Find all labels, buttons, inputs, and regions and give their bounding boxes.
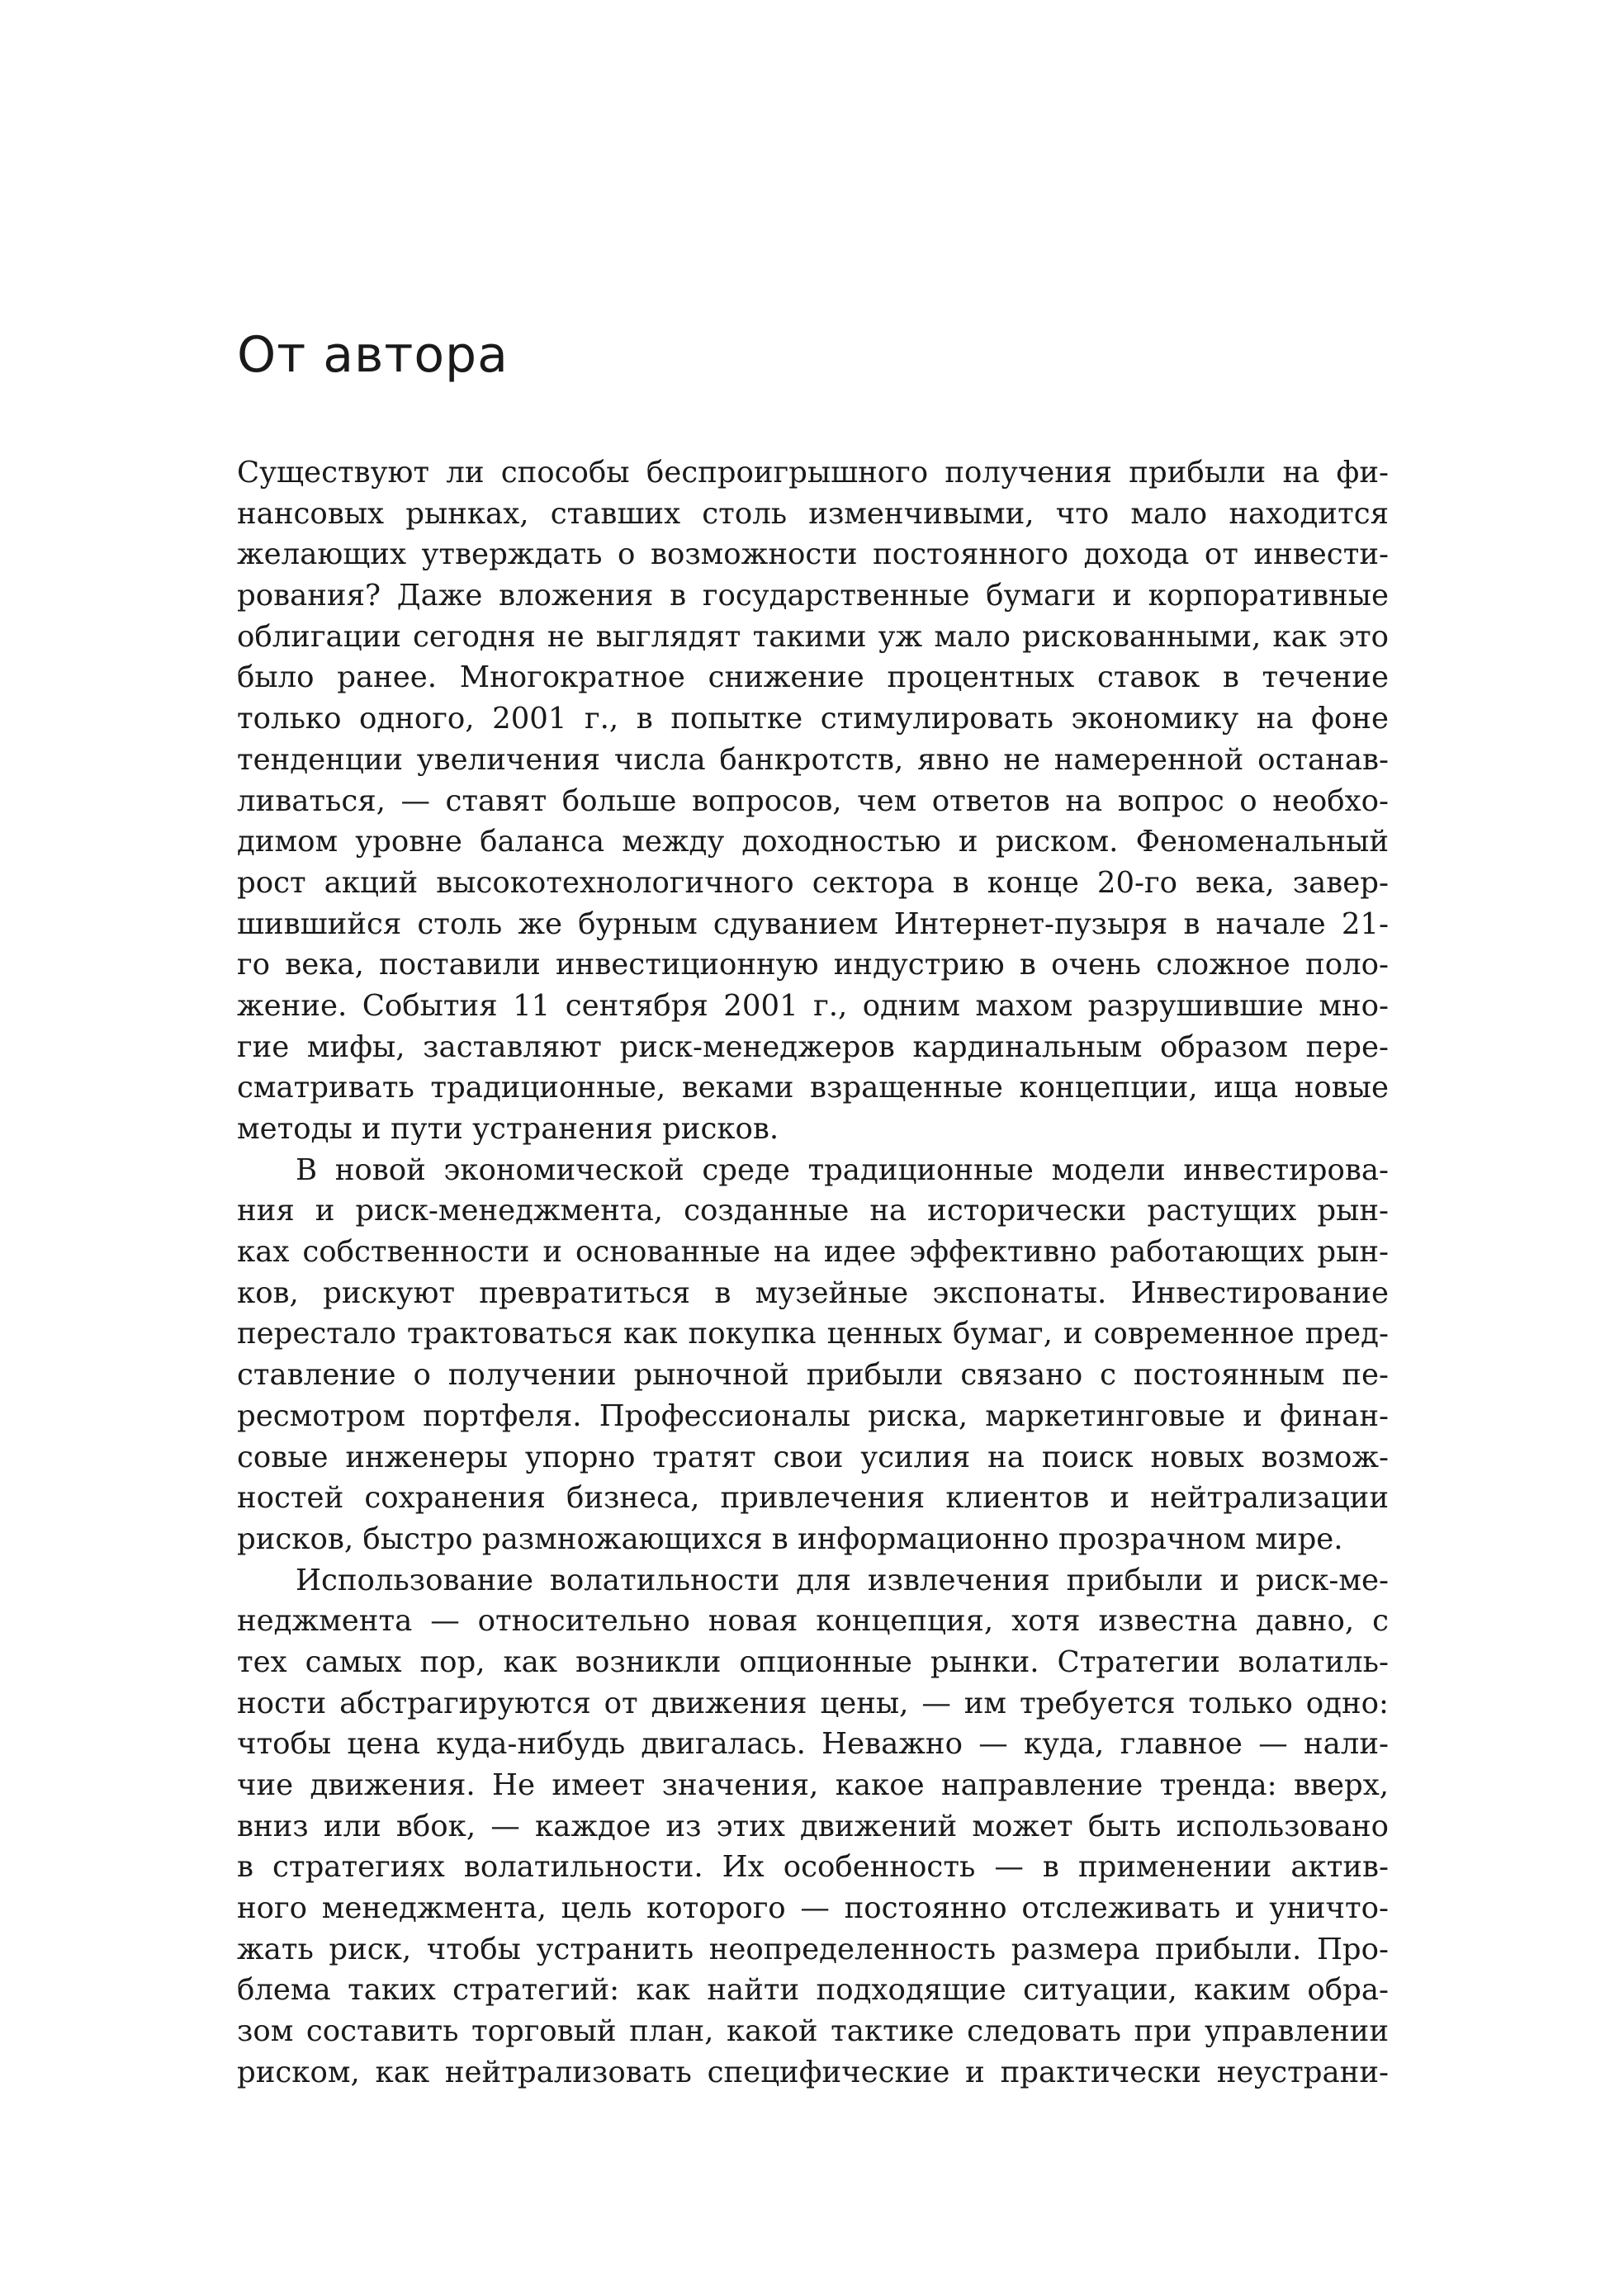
- text-line: сматривать традиционные, веками взращенные концепции, ища новые: [237, 1071, 1389, 1105]
- text-line: методы и пути устранения рисков.: [237, 1112, 779, 1146]
- text-line: чтобы цена куда-нибудь двигалась. Неважно — куда, главное — нали-: [237, 1727, 1389, 1762]
- text-line: чие движения. Не имеет значения, какое направление тренда: вверх,: [237, 1768, 1389, 1802]
- text-line: перестало трактоваться как покупка ценных бумаг, и современное пред-: [237, 1317, 1389, 1351]
- text-line: В новой экономической среде традиционные модели инвестирова-: [296, 1152, 1389, 1187]
- text-line: жать риск, чтобы устранить неопределенность размера прибыли. Про-: [237, 1932, 1389, 1966]
- text-line: ставление о получении рыночной прибыли связано с постоянным пе-: [237, 1358, 1389, 1393]
- paragraph-1: [237, 452, 1389, 1150]
- text-line: гие мифы, заставляют риск-менеджеров кардинальным образом пере-: [237, 1029, 1389, 1064]
- text-line: жение. События 11 сентября 2001 г., одним махом разрушившие мно-: [237, 988, 1389, 1023]
- text-line: Существуют ли способы беспроигрышного получения прибыли на фи-: [237, 456, 1389, 490]
- text-line: Использование волатильности для извлечения прибыли и риск-ме-: [296, 1563, 1389, 1597]
- text-line: шившийся столь же бурным сдуванием Интернет-пузыря в начале 21-: [237, 906, 1389, 941]
- text-line: димом уровне баланса между доходностью и риском. Феноменальный: [237, 825, 1389, 859]
- text-line: в стратегиях волатильности. Их особенность — в применении актив-: [237, 1850, 1389, 1885]
- text-line: только одного, 2001 г., в попытке стимулировать экономику на фоне: [237, 702, 1389, 736]
- text-line: рисков, быстро размножающихся в информационно прозрачном мире.: [237, 1521, 1343, 1556]
- text-line: тенденции увеличения числа банкротств, явно не намеренной останав-: [237, 742, 1389, 777]
- text-line: блема таких стратегий: как найти подходящие ситуации, каким обра-: [237, 1973, 1389, 2008]
- text-line: ностей сохранения бизнеса, привлечения клиентов и нейтрализации: [237, 1481, 1389, 1516]
- paragraph-2: [237, 1150, 1389, 1560]
- text-line: риском, как нейтрализовать специфические и практически неустрани-: [237, 2055, 1389, 2089]
- text-line: неджмента — относительно новая концепция, хотя известна давно, с: [237, 1604, 1389, 1639]
- body-text: [237, 452, 1389, 2094]
- text-line: облигации сегодня не выглядят такими уж мало рискованными, как это: [237, 619, 1389, 654]
- text-line: ливаться, — ставят больше вопросов, чем ответов на вопрос о необхо-: [237, 783, 1389, 818]
- text-line: ния и риск-менеджмента, созданные на исторически растущих рын-: [237, 1194, 1389, 1228]
- text-line: вниз или вбок, — каждое из этих движений может быть использовано: [237, 1809, 1389, 1843]
- text-line: было ранее. Многократное снижение процентных ставок в течение: [237, 660, 1389, 695]
- text-line: нансовых рынках, ставших столь изменчивыми, что мало находится: [237, 496, 1389, 531]
- page-title: От автора: [237, 326, 509, 384]
- text-line: ного менеджмента, цель которого — постоянно отслеживать и уничто-: [237, 1891, 1389, 1926]
- text-line: ков, рискуют превратиться в музейные экспонаты. Инвестирование: [237, 1275, 1389, 1310]
- text-line: ках собственности и основанные на идее эффективно работающих рын-: [237, 1235, 1389, 1270]
- text-line: го века, поставили инвестиционную индустрию в очень сложное поло-: [237, 948, 1389, 982]
- text-line: рост акций высокотехнологичного сектора в конце 20-го века, завер-: [237, 865, 1389, 900]
- text-line: желающих утверждать о возможности постоянного дохода от инвести-: [237, 537, 1389, 572]
- paragraph-3: [237, 1560, 1389, 2094]
- text-line: рования? Даже вложения в государственные бумаги и корпоративные: [237, 579, 1389, 613]
- text-line: ности абстрагируются от движения цены, — им требуется только одно:: [237, 1686, 1389, 1720]
- text-line: совые инженеры упорно тратят свои усилия на поиск новых возмож-: [237, 1440, 1389, 1474]
- text-line: тех самых пор, как возникли опционные рынки. Стратегии волатиль-: [237, 1644, 1389, 1679]
- text-line: ресмотром портфеля. Профессионалы риска, маркетинговые и финан-: [237, 1398, 1389, 1433]
- text-line: зом составить торговый план, какой тактике следовать при управлении: [237, 2014, 1389, 2049]
